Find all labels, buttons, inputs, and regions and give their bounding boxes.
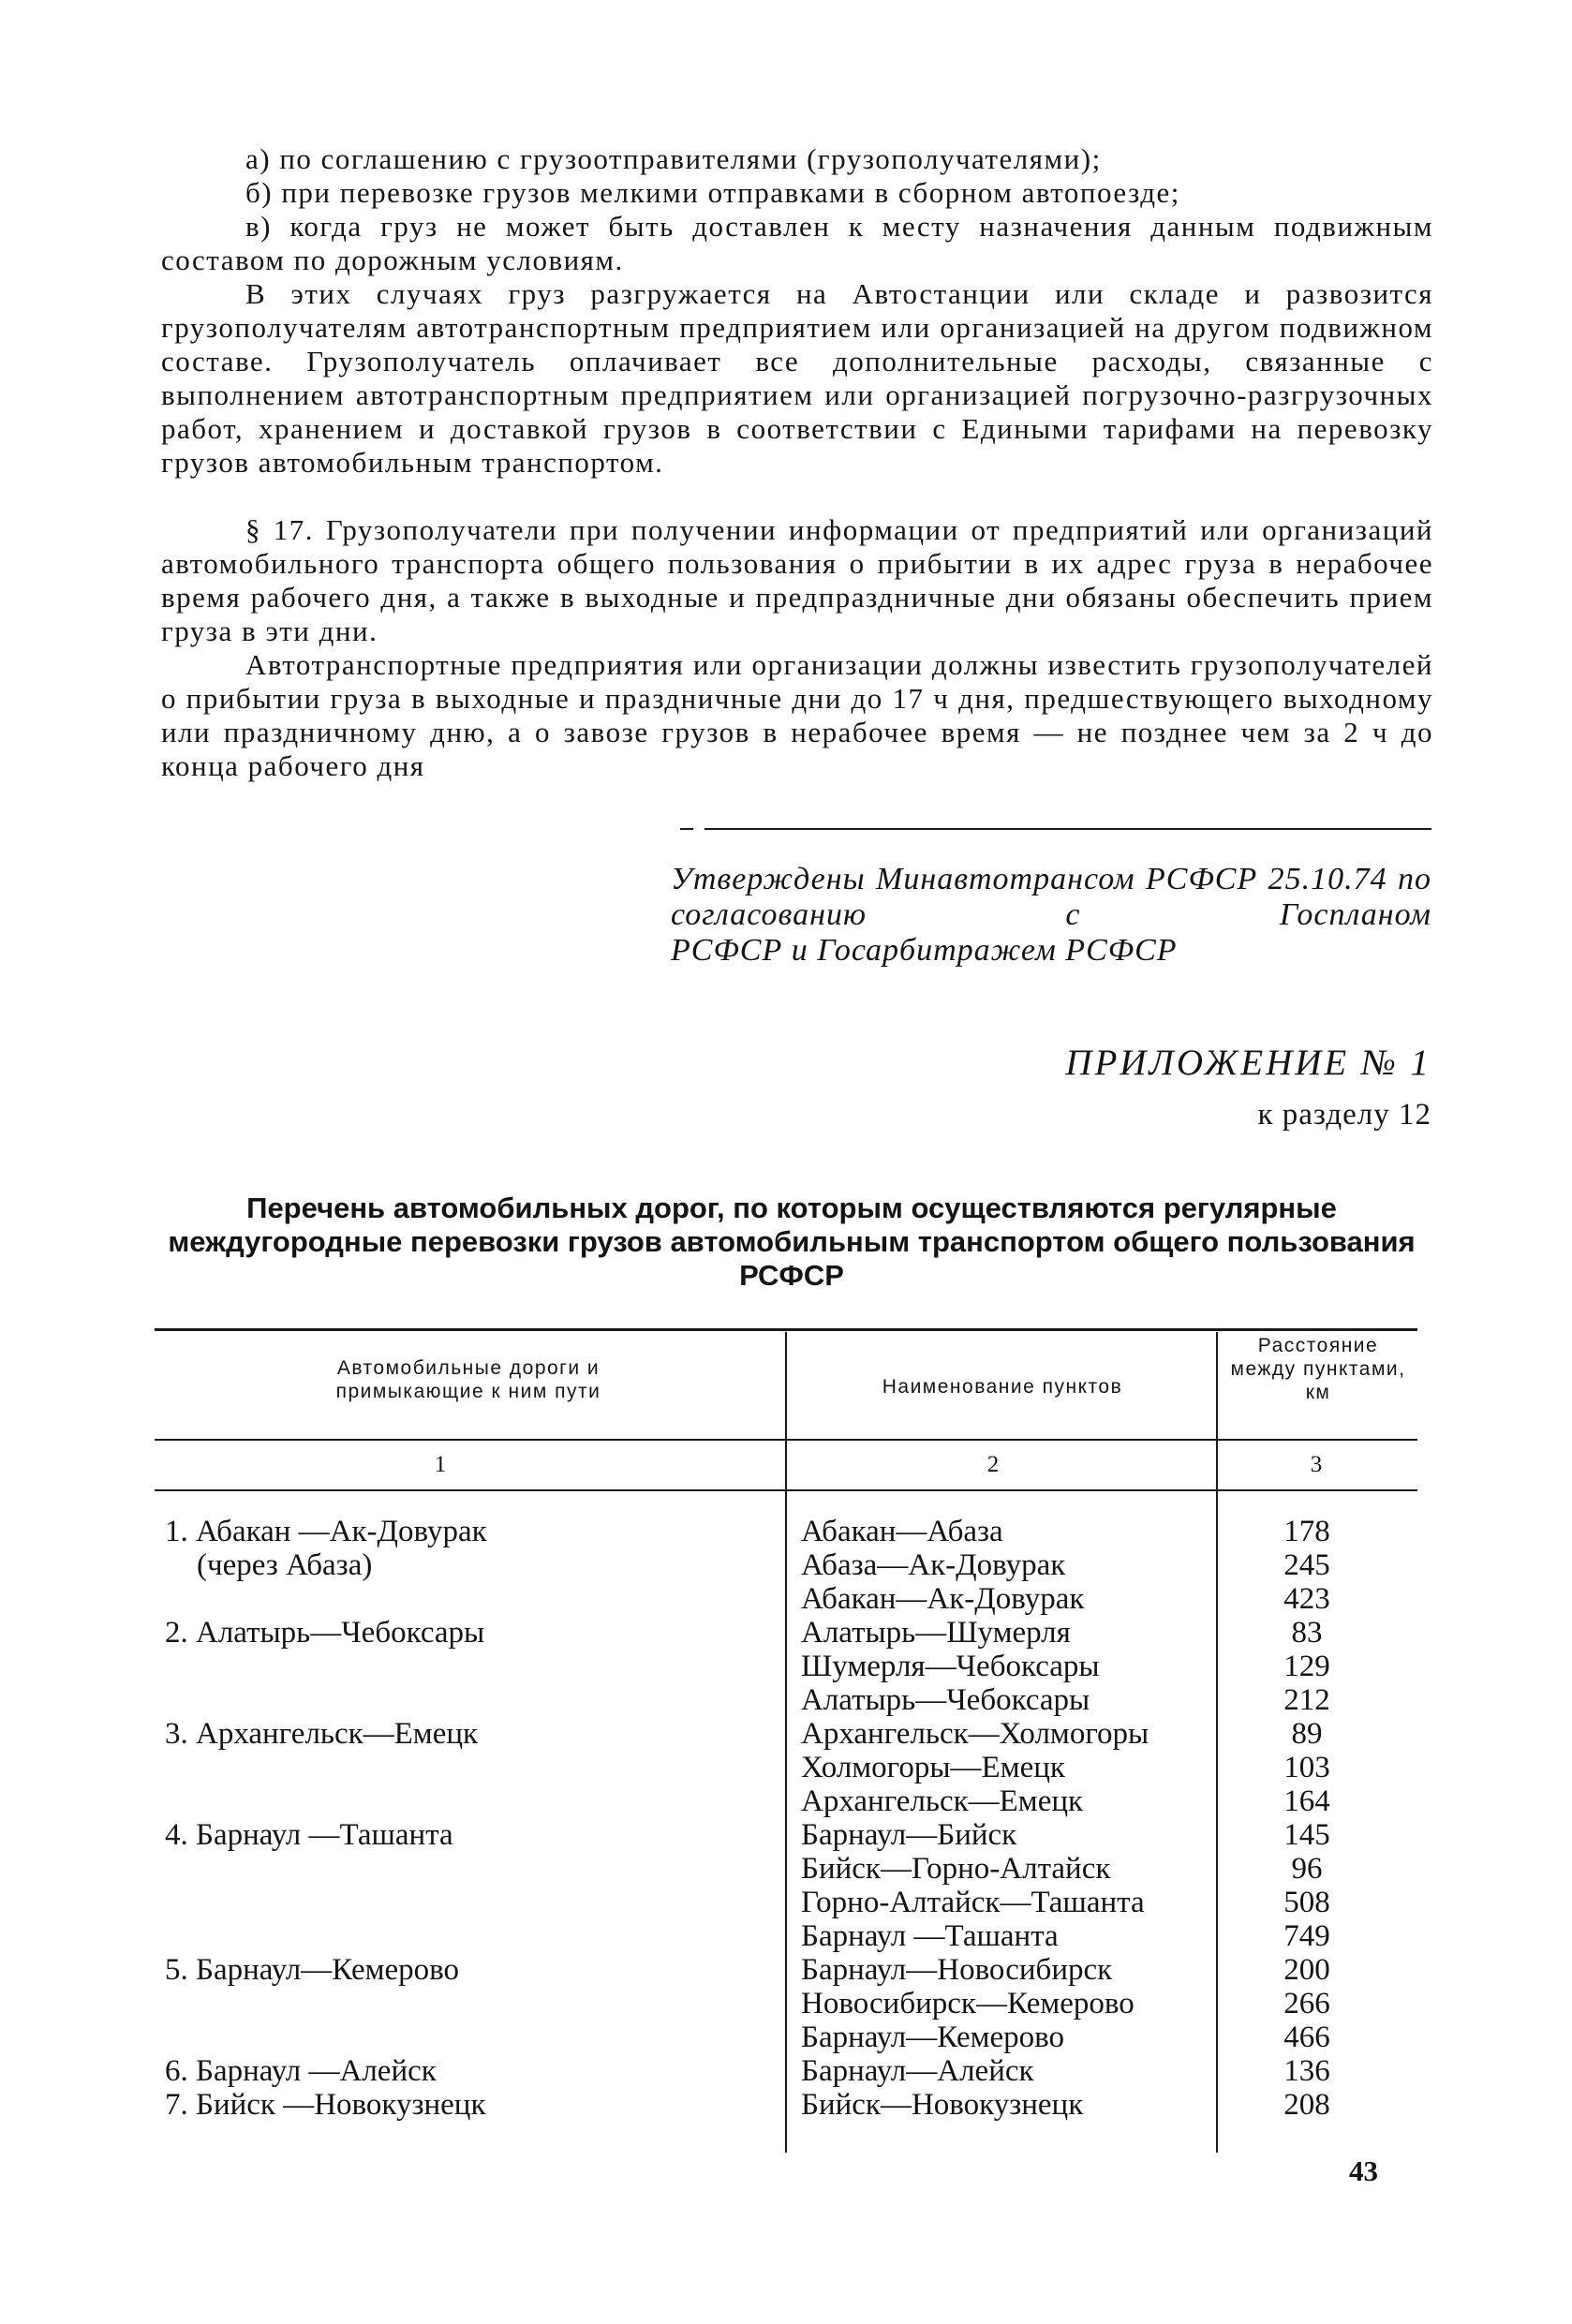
appendix-title: ПРИЛОЖЕНИЕ № 1 <box>1065 1043 1431 1083</box>
column-number-3: 3 <box>1310 1452 1323 1477</box>
table-row <box>0 1717 1572 1751</box>
points-cell: Новосибирск—Кемерово <box>801 1987 1135 2021</box>
points-cell: Алатырь—Шумерля <box>801 1616 1071 1650</box>
table-row <box>0 1515 1572 1548</box>
road-cell: 6. Барнаул —Алейск <box>165 2054 437 2088</box>
paragraph-a: а) по соглашению с грузоотправителями (грузополучателями); <box>245 142 1102 175</box>
header-points: Наименование пунктов <box>882 1376 1123 1398</box>
paragraph-cases: В этих случаях груз разгружается на Автостанции или складе и развозится грузополучателям автотранспортным предприятием или организацией на другом подвижном составе. Грузополучатель оплачивает все дополнительные расходы, связанные с выполнением автотранспортным предприятием или организацией погрузочно-разгрузочных работ, хранением и доставкой грузов в соответствии с Едиными тарифами на перевозку грузов автомобильным транспортом. <box>161 277 1433 479</box>
points-cell: Барнаул—Бийск <box>801 1818 1017 1852</box>
points-cell: Бийск—Новокузнецк <box>801 2088 1084 2122</box>
distance-cell: 245 <box>1283 1548 1330 1582</box>
distance-cell: 178 <box>1283 1515 1330 1548</box>
distance-cell: 200 <box>1283 1953 1330 1987</box>
paragraph-notification: Автотранспортные предприятия или организации должны известить грузополучателей о прибытии груза в выходные и праздничные дни до 17 ч дня, предшествующего выходному или праздничному дню, а о завозе грузов в нерабочее время — не позднее чем за 2 ч до конца рабочего дня <box>161 648 1433 782</box>
distance-cell: 423 <box>1283 1582 1330 1616</box>
approval-line-2: РСФСР и Госарбитражем РСФСР <box>671 933 1178 968</box>
road-cell: 7. Бийск —Новокузнецк <box>165 2088 486 2122</box>
points-cell: Горно-Алтайск—Ташанта <box>801 1886 1145 1919</box>
distance-cell: 96 <box>1291 1852 1323 1886</box>
distance-cell: 145 <box>1283 1818 1330 1852</box>
header-roads: Автомобильные дороги и примыкающие к ним пути <box>335 1357 601 1402</box>
points-cell: Архангельск—Холмогоры <box>801 1717 1149 1751</box>
table-row <box>0 1548 1572 1582</box>
points-cell: Абакан—Ак-Довурак <box>801 1582 1085 1616</box>
header-rule <box>155 1439 1417 1441</box>
table-row <box>0 1886 1572 1919</box>
points-cell: Барнаул—Новосибирск <box>801 1953 1113 1987</box>
points-cell: Холмогоры—Емецк <box>801 1751 1065 1784</box>
table-top-rule <box>155 1328 1417 1331</box>
points-cell: Абакан—Абаза <box>801 1515 1003 1548</box>
page-number: 43 <box>1349 2154 1378 2187</box>
approval-note <box>671 862 1431 933</box>
list-title: Перечень автомобильных дорог, по которым осуществляются регулярные междугородные перевозки грузов автомобильным транспортом общего пользования РСФСР <box>168 1192 1416 1292</box>
table-row <box>0 1751 1572 1784</box>
distance-cell: 164 <box>1283 1784 1330 1818</box>
paragraph-c: в) когда груз не может быть доставлен к месту назначения данным подвижным составом по дорожным условиям. <box>161 210 1433 276</box>
road-cell: 2. Алатырь—Чебоксары <box>165 1616 485 1650</box>
table-row <box>0 2054 1572 2088</box>
separator-rule <box>704 828 1431 830</box>
table-row <box>0 1953 1572 1987</box>
distance-cell: 212 <box>1283 1683 1330 1717</box>
table-row <box>0 1650 1572 1683</box>
road-cell: (через Абаза) <box>197 1548 373 1582</box>
distance-cell: 103 <box>1283 1751 1330 1784</box>
table-row <box>0 2088 1572 2122</box>
table-body <box>0 1515 1572 2122</box>
distance-cell: 136 <box>1283 2054 1330 2088</box>
distance-cell: 129 <box>1283 1650 1330 1683</box>
distance-cell: 89 <box>1291 1717 1323 1751</box>
distance-cell: 83 <box>1291 1616 1323 1650</box>
table-row <box>0 1582 1572 1616</box>
column-numbers-rule <box>155 1489 1417 1491</box>
table-row <box>0 1987 1572 2021</box>
separator-dash <box>680 828 693 830</box>
points-cell: Архангельск—Емецк <box>801 1784 1084 1818</box>
points-cell: Алатырь—Чебоксары <box>801 1683 1090 1717</box>
table-row <box>0 1683 1572 1717</box>
table-row <box>0 1852 1572 1886</box>
distance-cell: 508 <box>1283 1886 1330 1919</box>
table-row <box>0 1818 1572 1852</box>
column-number-1: 1 <box>434 1452 447 1477</box>
points-cell: Барнаул—Алейск <box>801 2054 1034 2088</box>
points-cell: Бийск—Горно-Алтайск <box>801 1852 1111 1886</box>
distance-cell: 749 <box>1283 1919 1330 1953</box>
points-cell: Абаза—Ак-Довурак <box>801 1548 1066 1582</box>
points-cell: Барнаул —Ташанта <box>801 1919 1059 1953</box>
table-row <box>0 1616 1572 1650</box>
paragraph-section-17: § 17. Грузополучатели при получении информации от предприятий или организаций автомобильного транспорта общего пользования о прибытии в их адрес груза в нерабочее время рабочего дня, а также в выходные и предпраздничные дни обязаны обеспечить прием груза в эти дни. <box>161 513 1433 647</box>
paragraph-b: б) при перевозке грузов мелкими отправками в сборном автопоезде; <box>245 176 1180 209</box>
approval-note-end <box>671 933 1431 969</box>
road-cell: 4. Барнаул —Ташанта <box>165 1818 453 1852</box>
distance-cell: 466 <box>1283 2021 1330 2054</box>
header-distance: Расстояние между пунктами, км <box>1230 1335 1406 1403</box>
approval-line-1: Утверждены Минавтотрансом РСФСР 25.10.74 по согласованию с Госпланом <box>671 862 1431 932</box>
road-cell: 5. Барнаул—Кемерово <box>165 1953 460 1987</box>
section-reference: к разделу 12 <box>1257 1098 1431 1132</box>
column-number-2: 2 <box>986 1452 1000 1477</box>
table-row <box>0 2021 1572 2054</box>
table-row <box>0 1919 1572 1953</box>
table-row <box>0 1784 1572 1818</box>
road-cell: 1. Абакан —Ак-Довурак <box>165 1515 487 1548</box>
points-cell: Барнаул—Кемерово <box>801 2021 1065 2054</box>
distance-cell: 208 <box>1283 2088 1330 2122</box>
distance-cell: 266 <box>1283 1987 1330 2021</box>
points-cell: Шумерля—Чебоксары <box>801 1650 1100 1683</box>
road-cell: 3. Архангельск—Емецк <box>165 1717 479 1751</box>
